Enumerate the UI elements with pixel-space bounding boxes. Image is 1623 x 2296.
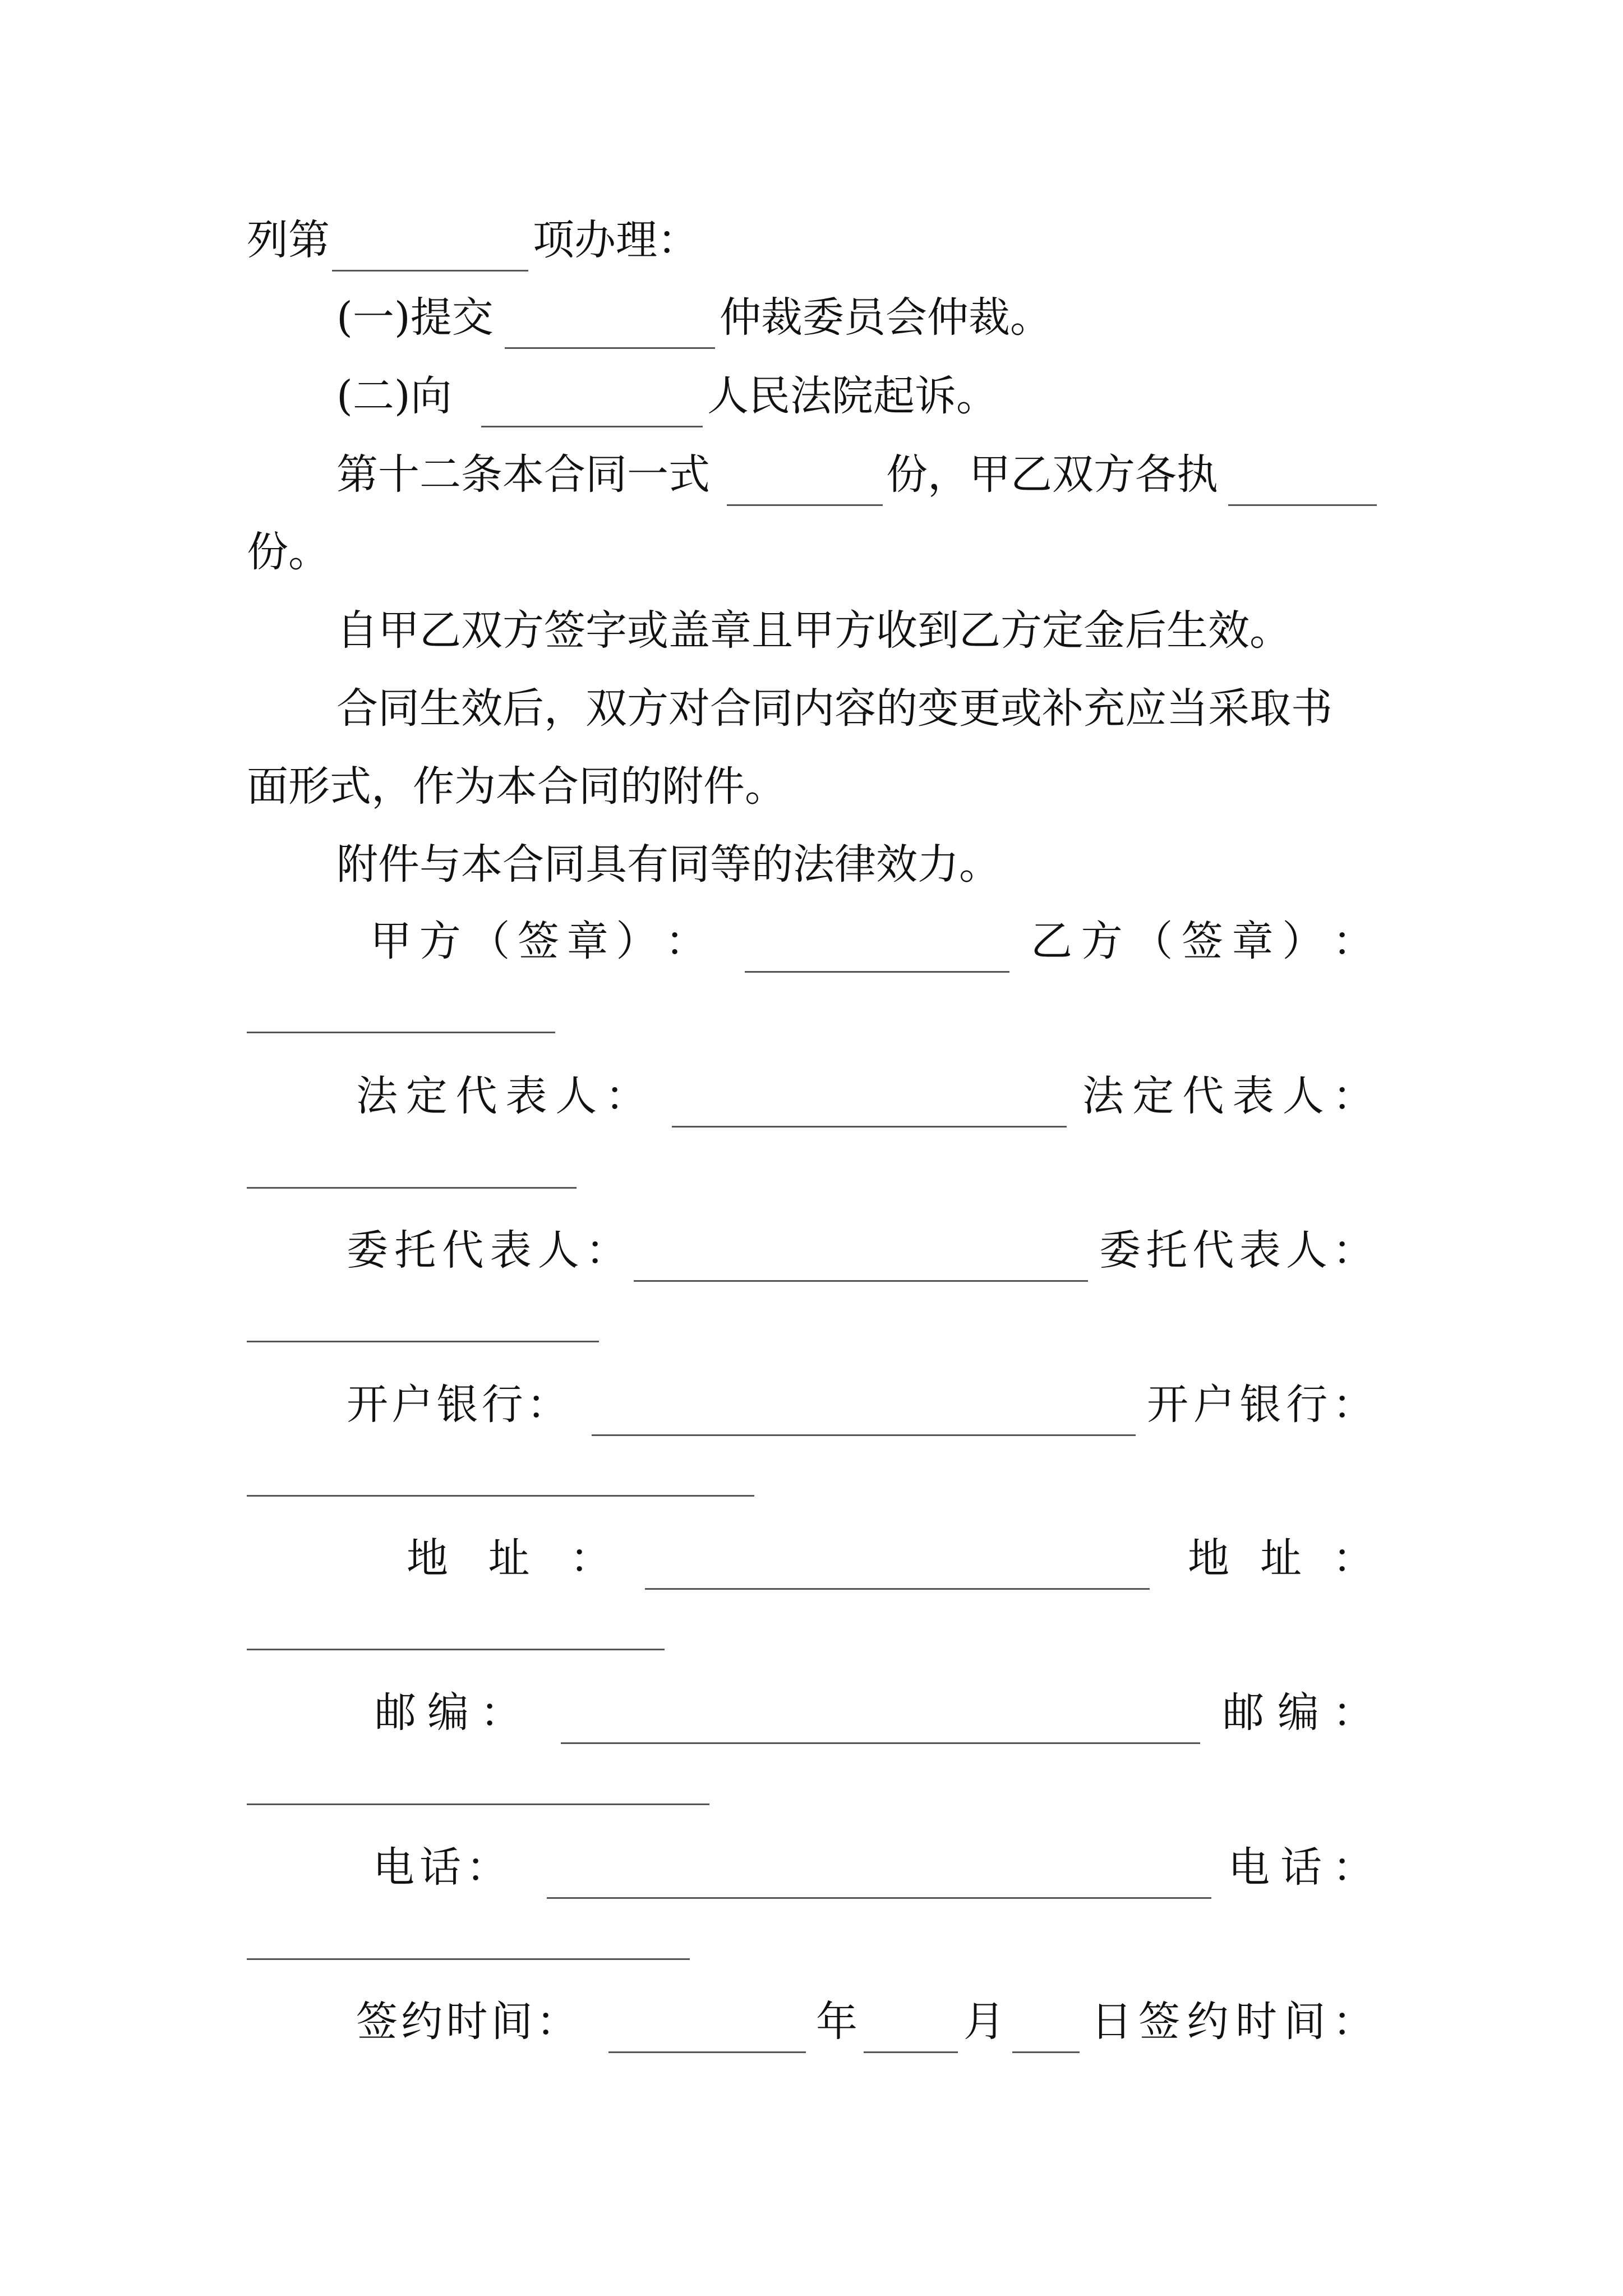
- agent-rep-blank-b[interactable]: [247, 1280, 599, 1342]
- legal-rep-label-a: 法 定 代 表 人 ：: [356, 1072, 647, 1120]
- postcode-label-a: 邮 编 ：: [375, 1688, 522, 1737]
- agent-rep-label-a: 委 托 代 表 人 ：: [347, 1226, 627, 1274]
- phone-label-a: 电 话 ：: [373, 1843, 508, 1892]
- postcode-label-b: 邮 编 ：: [1223, 1688, 1374, 1737]
- sign-date-label-b: 签 约 时 间 ：: [1138, 1998, 1374, 2046]
- bank-blank-b[interactable]: [247, 1434, 754, 1497]
- sign-date-label-a: 签 约 时 间 ：: [356, 1998, 578, 2046]
- party-row: [0, 910, 1623, 973]
- party-b-label: 乙 方 （ 签 章 ） ：: [1031, 917, 1374, 965]
- legal-rep-blank-a[interactable]: [672, 1065, 1067, 1128]
- clause-text: 列第: [247, 216, 330, 264]
- phone-label-b: 电 话 ：: [1228, 1843, 1374, 1892]
- clause-item-1: [0, 286, 1623, 349]
- postcode-row: [0, 1681, 1623, 1744]
- postcode-blank-b[interactable]: [247, 1742, 709, 1805]
- clause-text: (一)提交: [336, 293, 494, 342]
- bank-label-a: 开 户 银 行 ：: [347, 1381, 568, 1429]
- article-12-text: 第十二条本合同一式: [336, 450, 710, 499]
- postcode-blank-a[interactable]: [561, 1681, 1200, 1744]
- phone-row: [0, 1836, 1623, 1899]
- legal-rep-blank-b[interactable]: [247, 1126, 577, 1189]
- address-blank-b[interactable]: [247, 1588, 665, 1650]
- fill-blank[interactable]: [727, 443, 883, 506]
- fill-blank[interactable]: [332, 209, 528, 272]
- fill-blank[interactable]: [505, 286, 715, 349]
- month-blank[interactable]: [864, 1990, 958, 2053]
- effective-paragraph: [0, 599, 1623, 662]
- article-12-line: [0, 443, 1623, 506]
- attach-paragraph: [0, 833, 1623, 896]
- paragraph-text: 合同生效后，双方对合同内容的变更或补充应当采取书: [336, 684, 1332, 733]
- bank-row: [0, 1373, 1623, 1436]
- agent-rep-label-b: 委 托 代 表 人 ：: [1099, 1226, 1374, 1274]
- address-label-b: 地 址 ：: [1188, 1534, 1374, 1582]
- address-blank-a[interactable]: [645, 1527, 1150, 1590]
- fill-blank[interactable]: [481, 365, 703, 427]
- article-12-line-end: [0, 521, 1623, 583]
- party-a-label: 甲 方 （ 签 章 ） ：: [370, 917, 707, 965]
- amend-paragraph-2: [0, 755, 1623, 818]
- clause-text: (二)向: [336, 372, 452, 420]
- paragraph-text: 自甲乙双方签字或盖章且甲方收到乙方定金后生效。: [336, 606, 1291, 655]
- year-blank[interactable]: [608, 1990, 806, 2053]
- paragraph-text: 面形式，作为本合同的附件。: [247, 762, 786, 811]
- phone-blank-a[interactable]: [547, 1836, 1211, 1899]
- address-row: [0, 1527, 1623, 1590]
- year-label: 年: [816, 1998, 857, 2046]
- amend-paragraph-1: [0, 677, 1623, 740]
- party-a-blank[interactable]: [745, 910, 1009, 973]
- paragraph-text: 附件与本合同具有同等的法律效力。: [336, 840, 1000, 889]
- agent-rep-row: [0, 1219, 1623, 1282]
- month-label: 月: [963, 1998, 1005, 2046]
- clause-text: 项办理：: [533, 216, 699, 264]
- bank-label-b: 开 户 银 行 ：: [1147, 1381, 1374, 1429]
- day-label: 日: [1091, 1998, 1132, 2046]
- sign-date-row: [0, 1990, 1623, 2053]
- party-b-blank[interactable]: [247, 970, 555, 1033]
- clause-text: 人民法院起诉。: [707, 372, 998, 420]
- clause-line-1: [0, 209, 1623, 272]
- phone-blank-b[interactable]: [247, 1897, 690, 1960]
- legal-rep-label-b: 法 定 代 表 人 ：: [1082, 1072, 1374, 1120]
- article-12-text: 份。: [247, 528, 330, 576]
- agent-rep-blank-a[interactable]: [634, 1219, 1088, 1282]
- clause-item-2: [0, 365, 1623, 427]
- fill-blank[interactable]: [1228, 443, 1377, 506]
- clause-text: 仲裁委员会仲裁。: [720, 293, 1052, 342]
- article-12-text: 份，甲乙双方各执: [886, 450, 1218, 499]
- bank-blank-a[interactable]: [592, 1373, 1136, 1436]
- legal-rep-row: [0, 1065, 1623, 1128]
- address-label-a: 地 址 ：: [407, 1534, 611, 1582]
- day-blank[interactable]: [1012, 1990, 1080, 2053]
